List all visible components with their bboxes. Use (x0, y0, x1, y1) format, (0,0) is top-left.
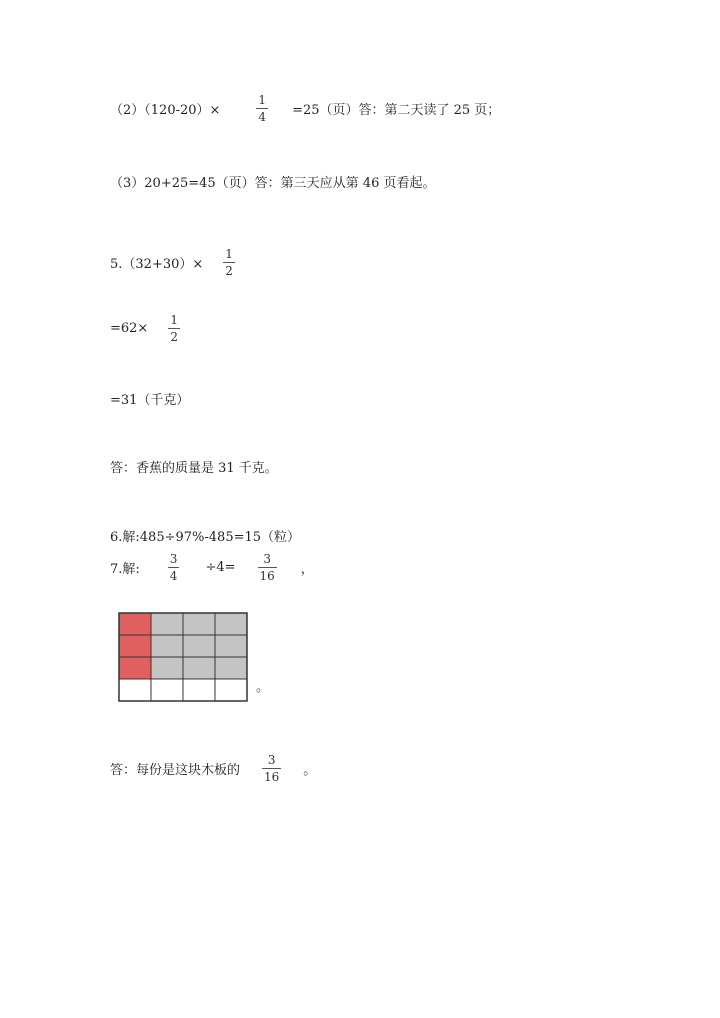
fraction-denominator: 16 (264, 770, 280, 784)
grid-cell-gray (183, 613, 215, 635)
answer-line-2 (110, 94, 500, 123)
period-text: 。 (303, 763, 317, 778)
answer-text: （3）20+25=45（页）答：第三天应从第 46 页看起。 (110, 176, 436, 191)
fraction-numerator: 1 (170, 313, 178, 327)
fraction-denominator: 4 (258, 110, 267, 124)
comma-text: ， (300, 562, 314, 577)
solution-label: 7.解: (110, 562, 140, 577)
grid-cell-gray (215, 613, 247, 635)
fraction-numerator: 3 (263, 552, 271, 566)
solution-text: 6.解:485÷97%-485=15（粒） (110, 530, 301, 545)
answer-text: 答：每份是这块木板的 (110, 763, 241, 778)
result-text: =31（千克） (110, 393, 190, 408)
expression-text: =62× (110, 321, 149, 336)
expression-text: 5.（32+30）× (110, 257, 204, 272)
grid-period: 。 (256, 680, 270, 695)
expression-text: （2）（120-20）× (110, 103, 221, 118)
fraction-numerator: 1 (258, 93, 267, 107)
problem-5-line (110, 248, 235, 277)
fraction-numerator: 1 (225, 247, 233, 261)
grid-cell-gray (183, 657, 215, 679)
grid-cell-red (119, 613, 151, 635)
grid-cell-gray (151, 657, 183, 679)
fraction-denominator: 16 (259, 569, 275, 583)
grid-cell-white (119, 679, 151, 701)
fraction (168, 314, 180, 343)
grid-cell-white (215, 679, 247, 701)
grid-cell-red (119, 635, 151, 657)
fraction-denominator: 2 (170, 330, 178, 344)
division-text: ÷4= (205, 560, 236, 575)
grid-cell-white (151, 679, 183, 701)
problem-7-answer (110, 754, 316, 783)
problem-5-answer (110, 457, 278, 476)
fraction (223, 248, 235, 277)
fraction (262, 754, 281, 783)
grid-cell-gray (183, 635, 215, 657)
grid-cell-white (183, 679, 215, 701)
grid-cell-red (119, 657, 151, 679)
problem-5-step-3 (110, 389, 189, 408)
grid-cell-gray (151, 635, 183, 657)
fraction-denominator: 4 (169, 569, 178, 583)
fraction (256, 94, 268, 123)
board-grid-diagram (118, 612, 250, 706)
problem-6-line (110, 526, 300, 545)
fraction-numerator: 3 (169, 552, 178, 566)
grid-cell-gray (215, 657, 247, 679)
result-text: =25（页）答：第二天读了 25 页； (292, 103, 501, 118)
fraction (168, 553, 180, 582)
problem-5-step-2 (110, 314, 180, 343)
answer-line-3 (110, 172, 436, 191)
fraction-denominator: 2 (225, 264, 233, 278)
fraction (258, 553, 277, 582)
fraction-numerator: 3 (267, 753, 276, 767)
grid-cell-gray (151, 613, 183, 635)
problem-7-line (110, 553, 314, 582)
answer-text: 答：香蕉的质量是 31 千克。 (110, 461, 278, 476)
grid-cell-gray (215, 635, 247, 657)
